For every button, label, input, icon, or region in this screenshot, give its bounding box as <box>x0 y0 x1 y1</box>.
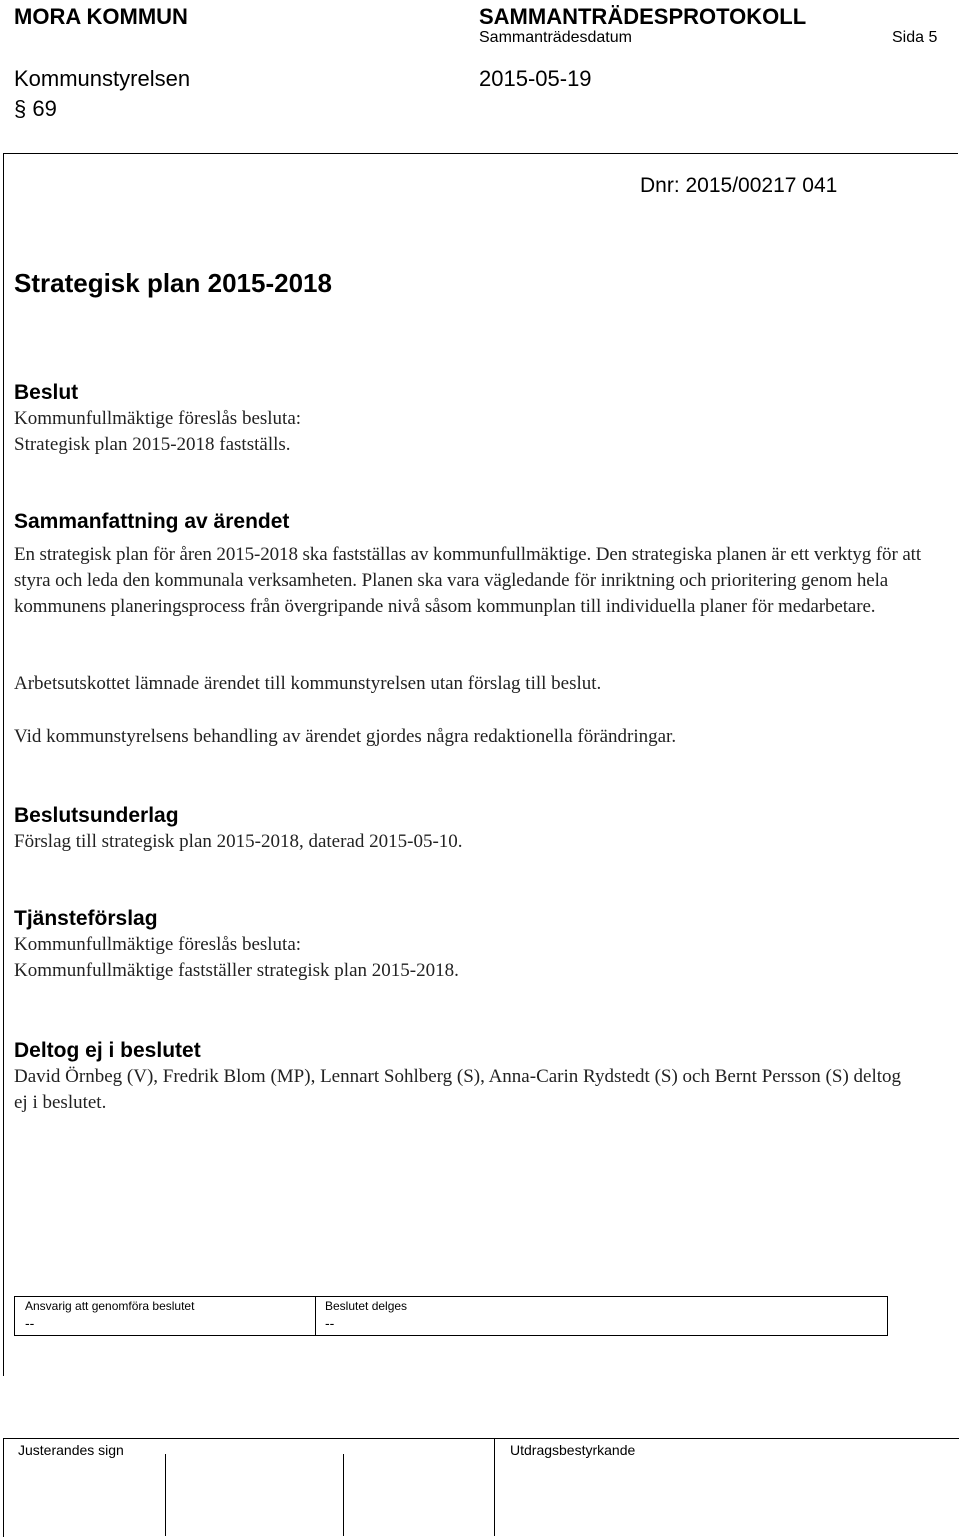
sammanfattning-paragraph-3: Vid kommunstyrelsens behandling av ärendet gjordes några redaktionella förändringar. <box>14 726 677 747</box>
delges-label: Beslutet delges <box>325 1299 408 1313</box>
committee-name: Kommunstyrelsen <box>14 66 191 91</box>
signature-area <box>3 1438 959 1537</box>
ansvarig-label: Ansvarig att genomföra beslutet <box>25 1299 195 1313</box>
content-frame <box>3 153 958 1376</box>
beslut-heading: Beslut <box>14 381 79 404</box>
beslutsunderlag-text: Förslag till strategisk plan 2015-2018, daterad 2015-05-10. <box>14 831 463 852</box>
sammanfattning-text-1: En strategisk plan för åren 2015-2018 ska fastställas av kommunfullmäktige. Den strategiska planen är ett verktyg för att styra och leda den kommunala verksamheten. Planen ska vara vägledande för inriktning och prioritering genom hela kommunens planeringsprocess från övergripande nivå såsom kommunplan till individuella planer för medarbetare. <box>14 544 922 617</box>
document-type: SAMMANTRÄDESPROTOKOLL <box>479 4 807 29</box>
municipality-name: MORA KOMMUN <box>14 4 188 29</box>
deltog-text: David Örnbeg (V), Fredrik Blom (MP), Lennart Sohlberg (S), Anna-Carin Rydstedt (S) och Bernt Persson (S) deltog ej i beslutet. <box>14 1066 902 1113</box>
page-title: Strategisk plan 2015-2018 <box>14 268 332 298</box>
deltog-paragraph <box>14 1064 914 1116</box>
signature-divider-1 <box>165 1454 166 1536</box>
delges-value: -- <box>325 1315 335 1331</box>
tjansteforslag-line-2: Kommunfullmäktige fastställer strategisk plan 2015-2018. <box>14 960 459 981</box>
case-number: Dnr: 2015/00217 041 <box>640 174 838 197</box>
utdragsbestyrkande-label: Utdragsbestyrkande <box>510 1442 636 1458</box>
deltog-heading: Deltog ej i beslutet <box>14 1039 201 1062</box>
paragraph-number: § 69 <box>14 96 57 121</box>
responsibility-divider <box>315 1297 316 1335</box>
page-number: Sida 5 <box>892 29 938 46</box>
meeting-date: 2015-05-19 <box>479 66 592 91</box>
beslut-line-2: Strategisk plan 2015-2018 fastställs. <box>14 434 291 455</box>
meeting-date-label: Sammanträdesdatum <box>479 29 632 46</box>
responsibility-box <box>14 1296 888 1336</box>
ansvarig-value: -- <box>25 1315 35 1331</box>
signature-divider-3 <box>494 1438 495 1536</box>
justerandes-sign-label: Justerandes sign <box>18 1442 124 1458</box>
beslutsunderlag-heading: Beslutsunderlag <box>14 804 179 827</box>
beslut-line-1: Kommunfullmäktige föreslås besluta: <box>14 408 302 429</box>
tjansteforslag-line-1: Kommunfullmäktige föreslås besluta: <box>14 934 302 955</box>
sammanfattning-paragraph-1 <box>14 542 949 620</box>
signature-divider-2 <box>343 1454 344 1536</box>
sammanfattning-paragraph-2: Arbetsutskottet lämnade ärendet till kommunstyrelsen utan förslag till beslut. <box>14 673 602 694</box>
tjansteforslag-heading: Tjänsteförslag <box>14 907 158 930</box>
sammanfattning-heading: Sammanfattning av ärendet <box>14 510 290 533</box>
